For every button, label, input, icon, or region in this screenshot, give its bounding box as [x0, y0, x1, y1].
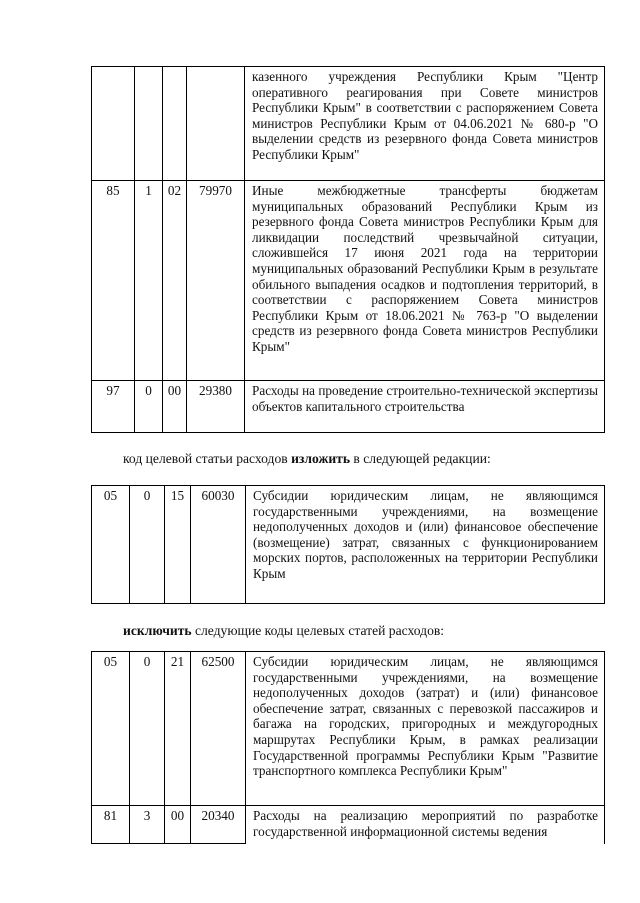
direction-code: 79970: [187, 181, 245, 381]
instruction-keyword: изложить: [291, 451, 351, 466]
section-code: [92, 67, 135, 181]
replacement-code-table: [91, 485, 605, 604]
subprogram-code: 00: [165, 806, 191, 844]
expense-description: Субсидии юридическим лицам, не являющимся государственными учреждениями, на возмещение недополученных доходов и (или) финансовое обеспечение (возмещение) затрат, связанных с функционированием морских портов, расположенных на территории Республики Крым: [246, 486, 605, 604]
instruction-text: код целевой статьи расходов: [123, 451, 292, 466]
direction-code: 20340: [191, 806, 246, 844]
expense-description: Расходы на реализацию мероприятий по разработке государственной информационной системы ведения: [246, 806, 605, 844]
instruction-keyword: исключить: [123, 623, 192, 638]
section-code: 85: [92, 181, 135, 381]
table-row: [92, 652, 605, 806]
program-code: 1: [135, 181, 163, 381]
subprogram-code: 21: [165, 652, 191, 806]
table-row: [92, 67, 605, 181]
table-row: [92, 806, 605, 844]
program-code: 3: [130, 806, 165, 844]
instruction-text: следующие коды целевых статей расходов:: [191, 623, 445, 638]
subprogram-code: 00: [163, 381, 187, 433]
table-row: [92, 381, 605, 433]
instruction-text: в следующей редакции:: [350, 451, 491, 466]
expense-description: Иные межбюджетные трансферты бюджетам муниципальных образований Республики Крым из резервного фонда Совета министров Республики Крым для ликвидации последствий чрезвычайной ситуации, сложившейся 17 июня 2021 года на территории муниципальных образований Республики Крым в результате обильного выпадения осадков и подтопления территорий, в соответствии с распоряжением Совета министров Республики Крым от 18.06.2021 № 763-р "О выделении средств из резервного фонда Совета министров Республики Крым": [245, 181, 605, 381]
direction-code: [187, 67, 245, 181]
subprogram-code: 15: [165, 486, 191, 604]
program-code: [135, 67, 163, 181]
program-code: 0: [130, 486, 165, 604]
section-code: 05: [92, 486, 130, 604]
excluded-codes-table: [91, 651, 605, 844]
table-row: [92, 181, 605, 381]
program-code: 0: [135, 381, 163, 433]
program-code: 0: [130, 652, 165, 806]
direction-code: 29380: [187, 381, 245, 433]
table-row: [92, 486, 605, 604]
expense-description: казенного учреждения Республики Крым "Центр оперативного реагирования при Совете министров Республики Крым" в соответствии с распоряжением Совета министров Республики Крым от 04.06.2021 № 680-р "О выделении средств из резервного фонда Совета министров Республики Крым": [245, 67, 605, 181]
section-code: 05: [92, 652, 130, 806]
expense-description: Расходы на проведение строительно-технической экспертизы объектов капитального строительства: [245, 381, 605, 433]
subprogram-code: 02: [163, 181, 187, 381]
subprogram-code: [163, 67, 187, 181]
direction-code: 62500: [191, 652, 246, 806]
direction-code: 60030: [191, 486, 246, 604]
instruction-exclude: [123, 623, 444, 639]
section-code: 81: [92, 806, 130, 844]
expense-description: Субсидии юридическим лицам, не являющимся государственными учреждениями, на возмещение недополученных доходов (затрат) и (или) финансовое обеспечение затрат, связанных с перевозкой пассажиров и багажа на городских, пригородных и междугородных маршрутах Республики Крым, в рамках реализации Государственной программы Республики Крым "Развитие транспортного комплекса Республики Крым": [246, 652, 605, 806]
instruction-replace: [123, 451, 491, 467]
budget-codes-table-continued: [91, 66, 605, 433]
section-code: 97: [92, 381, 135, 433]
